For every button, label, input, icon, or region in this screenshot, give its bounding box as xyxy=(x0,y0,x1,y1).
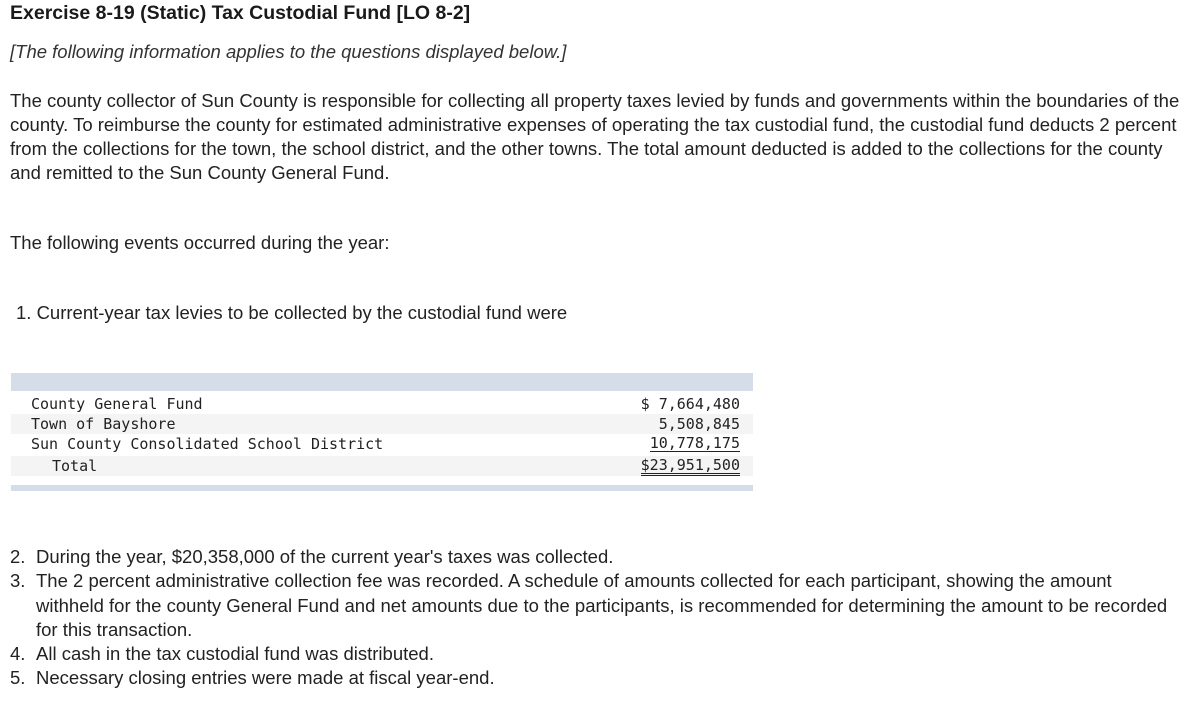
event-step xyxy=(10,545,1182,569)
step-text: Necessary closing entries were made at fiscal year-end. xyxy=(36,667,495,689)
row-label: Sun County Consolidated School District xyxy=(31,435,384,453)
step-number: 3. xyxy=(10,570,26,592)
row-label: Town of Bayshore xyxy=(31,415,176,433)
table-header-band xyxy=(11,373,753,391)
problem-paragraph: The county collector of Sun County is responsible for collecting all property taxes levied by funds and governments within the boundaries of the county. To reimburse the county for estimated administrative expenses of operating the tax custodial fund, the custodial fund deducts 2 percent from the collections for the town, the school district, and the other towns. The total amount deducted is added to the collections for the county and remitted to the Sun County General Fund. xyxy=(10,90,1180,183)
table-total-row xyxy=(11,456,753,476)
levy-table xyxy=(11,373,753,491)
step-text: During the year, $20,358,000 of the current year's taxes was collected. xyxy=(36,546,614,567)
row-amount: 10,778,175 xyxy=(649,434,740,452)
step-text: All cash in the tax custodial fund was distributed. xyxy=(36,643,434,665)
step-number: 2. xyxy=(10,546,26,567)
step-number: 5. xyxy=(10,667,26,689)
event-step xyxy=(10,642,1182,666)
event-step xyxy=(10,666,1182,690)
total-label: Total xyxy=(52,457,98,475)
step-number: 4. xyxy=(10,643,26,665)
event-item-1: 1. Current-year tax levies to be collected by the custodial fund were xyxy=(16,302,568,323)
row-amount: $ 7,664,480 xyxy=(640,395,740,413)
events-lead: The following events occurred during the year: xyxy=(10,232,390,253)
row-label: County General Fund xyxy=(31,395,203,413)
event-step xyxy=(10,569,1182,642)
intro-note: [The following information applies to the questions displayed below.] xyxy=(10,41,567,62)
total-amount: $23,951,500 xyxy=(640,456,740,474)
table-row xyxy=(11,394,753,414)
row-amount: 5,508,845 xyxy=(658,415,740,433)
exercise-title: Exercise 8-19 (Static) Tax Custodial Fund [LO 8-2] xyxy=(10,2,471,24)
table-row xyxy=(11,414,753,434)
event-steps-list xyxy=(10,545,1182,691)
table-row xyxy=(11,434,753,454)
step-text: The 2 percent administrative collection fee was recorded. A schedule of amounts collected for each participant, showing the amount withheld for the county General Fund and net amounts due to the participants, is recommended for determining the amount to be recorded for this transaction. xyxy=(36,570,1168,640)
table-footer-band xyxy=(11,485,753,491)
